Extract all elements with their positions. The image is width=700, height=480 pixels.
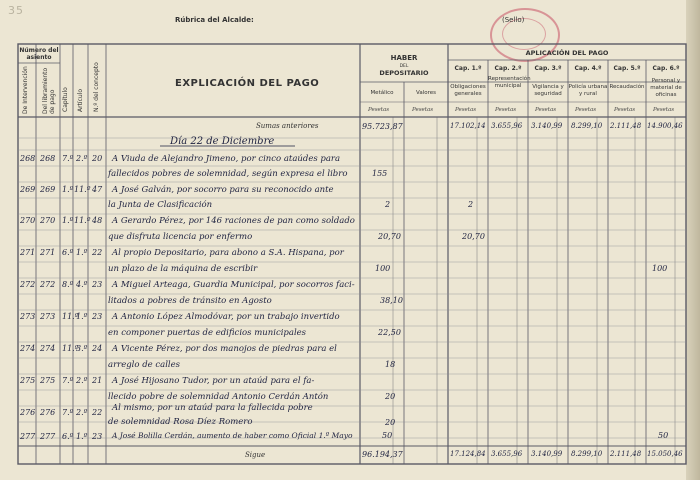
entry-capitulo: 7.º [62,376,74,385]
cap2-header: Cap. 2.º [494,65,522,72]
entry-concepto: 22 [92,248,103,257]
entry-text-line2: arreglo de calles [108,360,181,370]
entry-text-line1: A José Hijosano Tudor, por un ataúd para el fa- [112,376,315,386]
sumas-cap2: 3.655,96 [491,122,523,130]
entry-articulo: 2.º [76,376,88,385]
entry-text-line1: Al propio Depositario, para abono a S.A. Hispana, por [112,248,344,258]
entry-articulo: 2.º [76,408,88,417]
unit-cap1: Pesetas [455,107,477,113]
numero-asiento-header: Número del asiento [19,47,59,61]
entry-libramiento-number: 271 [40,248,56,257]
sigue-cap1: 17.124,84 [450,450,486,458]
cap2-desc: Representación municipal [488,76,531,89]
sigue-cap4: 8.299,10 [571,450,603,458]
entry-capitulo: 11.º [62,344,79,353]
unit-cap6: Pesetas [653,107,675,113]
entry-metalico: 20 [385,392,396,401]
entry-concepto: 20 [92,154,103,163]
entry-capitulo: 7.º [62,408,74,417]
entry-articulo: 3.º [76,344,88,353]
entry-metalico: 2 [385,200,391,209]
entry-metalico: 50 [382,431,393,440]
entry-text-line2: llecido pobre de solemnidad Antonio Cerdán Antón [108,392,329,402]
haber-header: HABER [390,54,418,62]
cap5-desc: Recaudación [609,84,645,90]
entry-capitulo: 6.º [62,432,74,441]
entry-articulo: 11.º [74,216,91,225]
entry-capitulo: 8.º [62,280,74,289]
entry-intervencion-number: 277 [20,432,36,441]
entry-intervencion-number: 275 [20,376,36,385]
valores-header: Valores [416,90,436,96]
entry-libramiento-number: 276 [40,408,56,417]
sigue-cap3: 3.140,99 [531,450,563,458]
entry-cap6: 50 [658,431,669,440]
entry-metalico: 22,50 [378,328,401,337]
entry-text-line1: A Gerardo Pérez, por 146 raciones de pan como soldado [112,216,355,226]
unit-cap3: Pesetas [535,107,557,113]
unit-cap2: Pesetas [495,107,517,113]
explicacion-header: EXPLICACIÓN DEL PAGO [175,78,320,89]
cap6-desc: Personal y material de oficinas [650,78,682,98]
entry-text-line2: litados a pobres de tránsito en Agosto [108,296,272,306]
entry-text-line1: A Vicente Pérez, por dos manojos de piedras para el [112,344,337,354]
aplicacion-header: APLICACIÓN DEL PAGO [525,49,609,57]
entry-text-line2: de solemnidad Rosa Díez Romero [108,417,253,427]
entry-text-line1: A Miguel Arteaga, Guardia Municipal, por socorros faci- [112,280,355,290]
entry-metalico: 20,70 [378,232,401,241]
entry-metalico: 38,10 [380,296,403,305]
rubrica-label: Rúbrica del Alcalde: [175,16,254,24]
entry-concepto: 21 [92,376,103,385]
entry-articulo: 1.º [76,312,88,321]
cap4-desc: Policía urbana y rural [568,84,608,97]
capitulo-header: Capítulo [62,87,69,112]
sumas-cap5: 2.111,48 [610,122,642,130]
folio-number: 35 [8,4,24,17]
entry-metalico: 100 [375,264,391,273]
cap4-header: Cap. 4.º [574,65,602,72]
entry-concepto: 24 [92,344,103,353]
cap1-header: Cap. 1.º [454,65,482,72]
unit-cap5: Pesetas [614,107,636,113]
sumas-anteriores-label: Sumas anteriores [256,122,319,130]
cap5-header: Cap. 5.º [613,65,641,72]
entry-intervencion-number: 270 [20,216,36,225]
entry-libramiento-number: 274 [40,344,56,353]
entry-text-line2: un plazo de la máquina de escribir [108,264,258,274]
entry-intervencion-number: 271 [20,248,36,257]
entry-capitulo: 7.º [62,154,74,163]
sigue-cap2: 3.655,96 [491,450,523,458]
cap1-desc: Obligaciones generales [450,84,486,97]
entry-text-line1: A José Bolilla Cerdán, aumento de haber como Oficial 1.º Mayo [112,431,353,440]
entry-concepto: 23 [92,432,103,441]
entry-intervencion-number: 269 [20,185,36,194]
entry-concepto: 47 [92,185,103,194]
unit-cap4: Pesetas [575,107,597,113]
de-intervencion-header: De Intervención [22,66,29,114]
haber-del-header: DEL [399,64,409,69]
entry-metalico: 20 [385,418,396,427]
entry-libramiento-number: 269 [40,185,56,194]
articulo-header: Artículo [77,88,84,112]
entry-cap1: 20,70 [462,232,485,241]
entry-text-line2: que disfruta licencia por enfermo [108,232,253,242]
entry-metalico: 18 [385,360,396,369]
sumas-cap1: 17.102,14 [450,122,486,130]
concepto-header: N.º del concepto [93,62,100,112]
entry-libramiento-number: 273 [40,312,56,321]
sumas-cap4: 8.299,10 [571,122,603,130]
sigue-metalico: 96.194,37 [362,450,403,459]
entry-concepto: 22 [92,408,103,417]
entry-text-line1: A José Galván, por socorro para su reconocido ante [112,185,334,195]
cap6-header: Cap. 6.º [652,65,680,72]
del-libramiento-header: Del libramiento de pago [42,67,56,114]
entry-cap1: 2 [468,200,474,209]
entry-intervencion-number: 273 [20,312,36,321]
entry-articulo: 2.º [76,154,88,163]
entry-articulo: 4.º [76,280,88,289]
depositario-header: DEPOSITARIO [379,69,429,77]
entry-capitulo: 6.º [62,248,74,257]
entry-intervencion-number: 274 [20,344,36,353]
entry-intervencion-number: 272 [20,280,36,289]
entry-intervencion-number: 276 [20,408,36,417]
entry-cap6: 100 [652,264,668,273]
sigue-cap6: 15.050,46 [647,450,683,458]
dia-heading: Día 22 de Diciembre [170,136,275,147]
entry-articulo: 11.º [74,185,91,194]
cap3-desc: Vigilancia y seguridad [532,84,564,97]
unit-metalico: Pesetas [368,107,390,113]
sumas-cap3: 3.140,99 [531,122,563,130]
entry-text-line2: en componer puertas de edificios municipales [108,328,307,338]
entry-libramiento-number: 270 [40,216,56,225]
entry-capitulo: 1.º [62,185,74,194]
entry-intervencion-number: 268 [20,154,36,163]
entry-text-line2: la Junta de Clasificación [108,200,213,210]
entry-capitulo: 11.º [62,312,79,321]
unit-valores: Pesetas [412,107,434,113]
entry-articulo: 1.º [76,248,88,257]
entry-libramiento-number: 275 [40,376,56,385]
metalico-header: Metálico [370,90,394,96]
entry-text-line1: Al mismo, por un ataúd para la fallecida pobre [112,403,313,413]
entry-libramiento-number: 268 [40,154,56,163]
entry-concepto: 23 [92,280,103,289]
sumas-metalico: 95.723,87 [362,122,403,131]
entry-text-line1: A Antonio López Almodóvar, por un trabajo invertido [112,312,340,322]
entry-text-line2: fallecidos pobres de solemnidad, según expresa el libro [108,169,348,179]
sumas-cap6: 14.900,46 [647,122,683,130]
entry-articulo: 1.º [76,432,88,441]
entry-metalico: 155 [372,169,388,178]
entry-libramiento-number: 272 [40,280,56,289]
sello-label: (Sello) [502,16,525,24]
entry-concepto: 23 [92,312,103,321]
sigue-cap5: 2.111,48 [610,450,642,458]
sigue-label: Sigue [245,451,266,459]
cap3-header: Cap. 3.º [534,65,562,72]
entry-capitulo: 1.º [62,216,74,225]
entry-text-line1: A Viuda de Alejandro Jimeno, por cinco ataúdes para [112,154,341,164]
entry-libramiento-number: 277 [40,432,56,441]
entry-concepto: 48 [92,216,103,225]
